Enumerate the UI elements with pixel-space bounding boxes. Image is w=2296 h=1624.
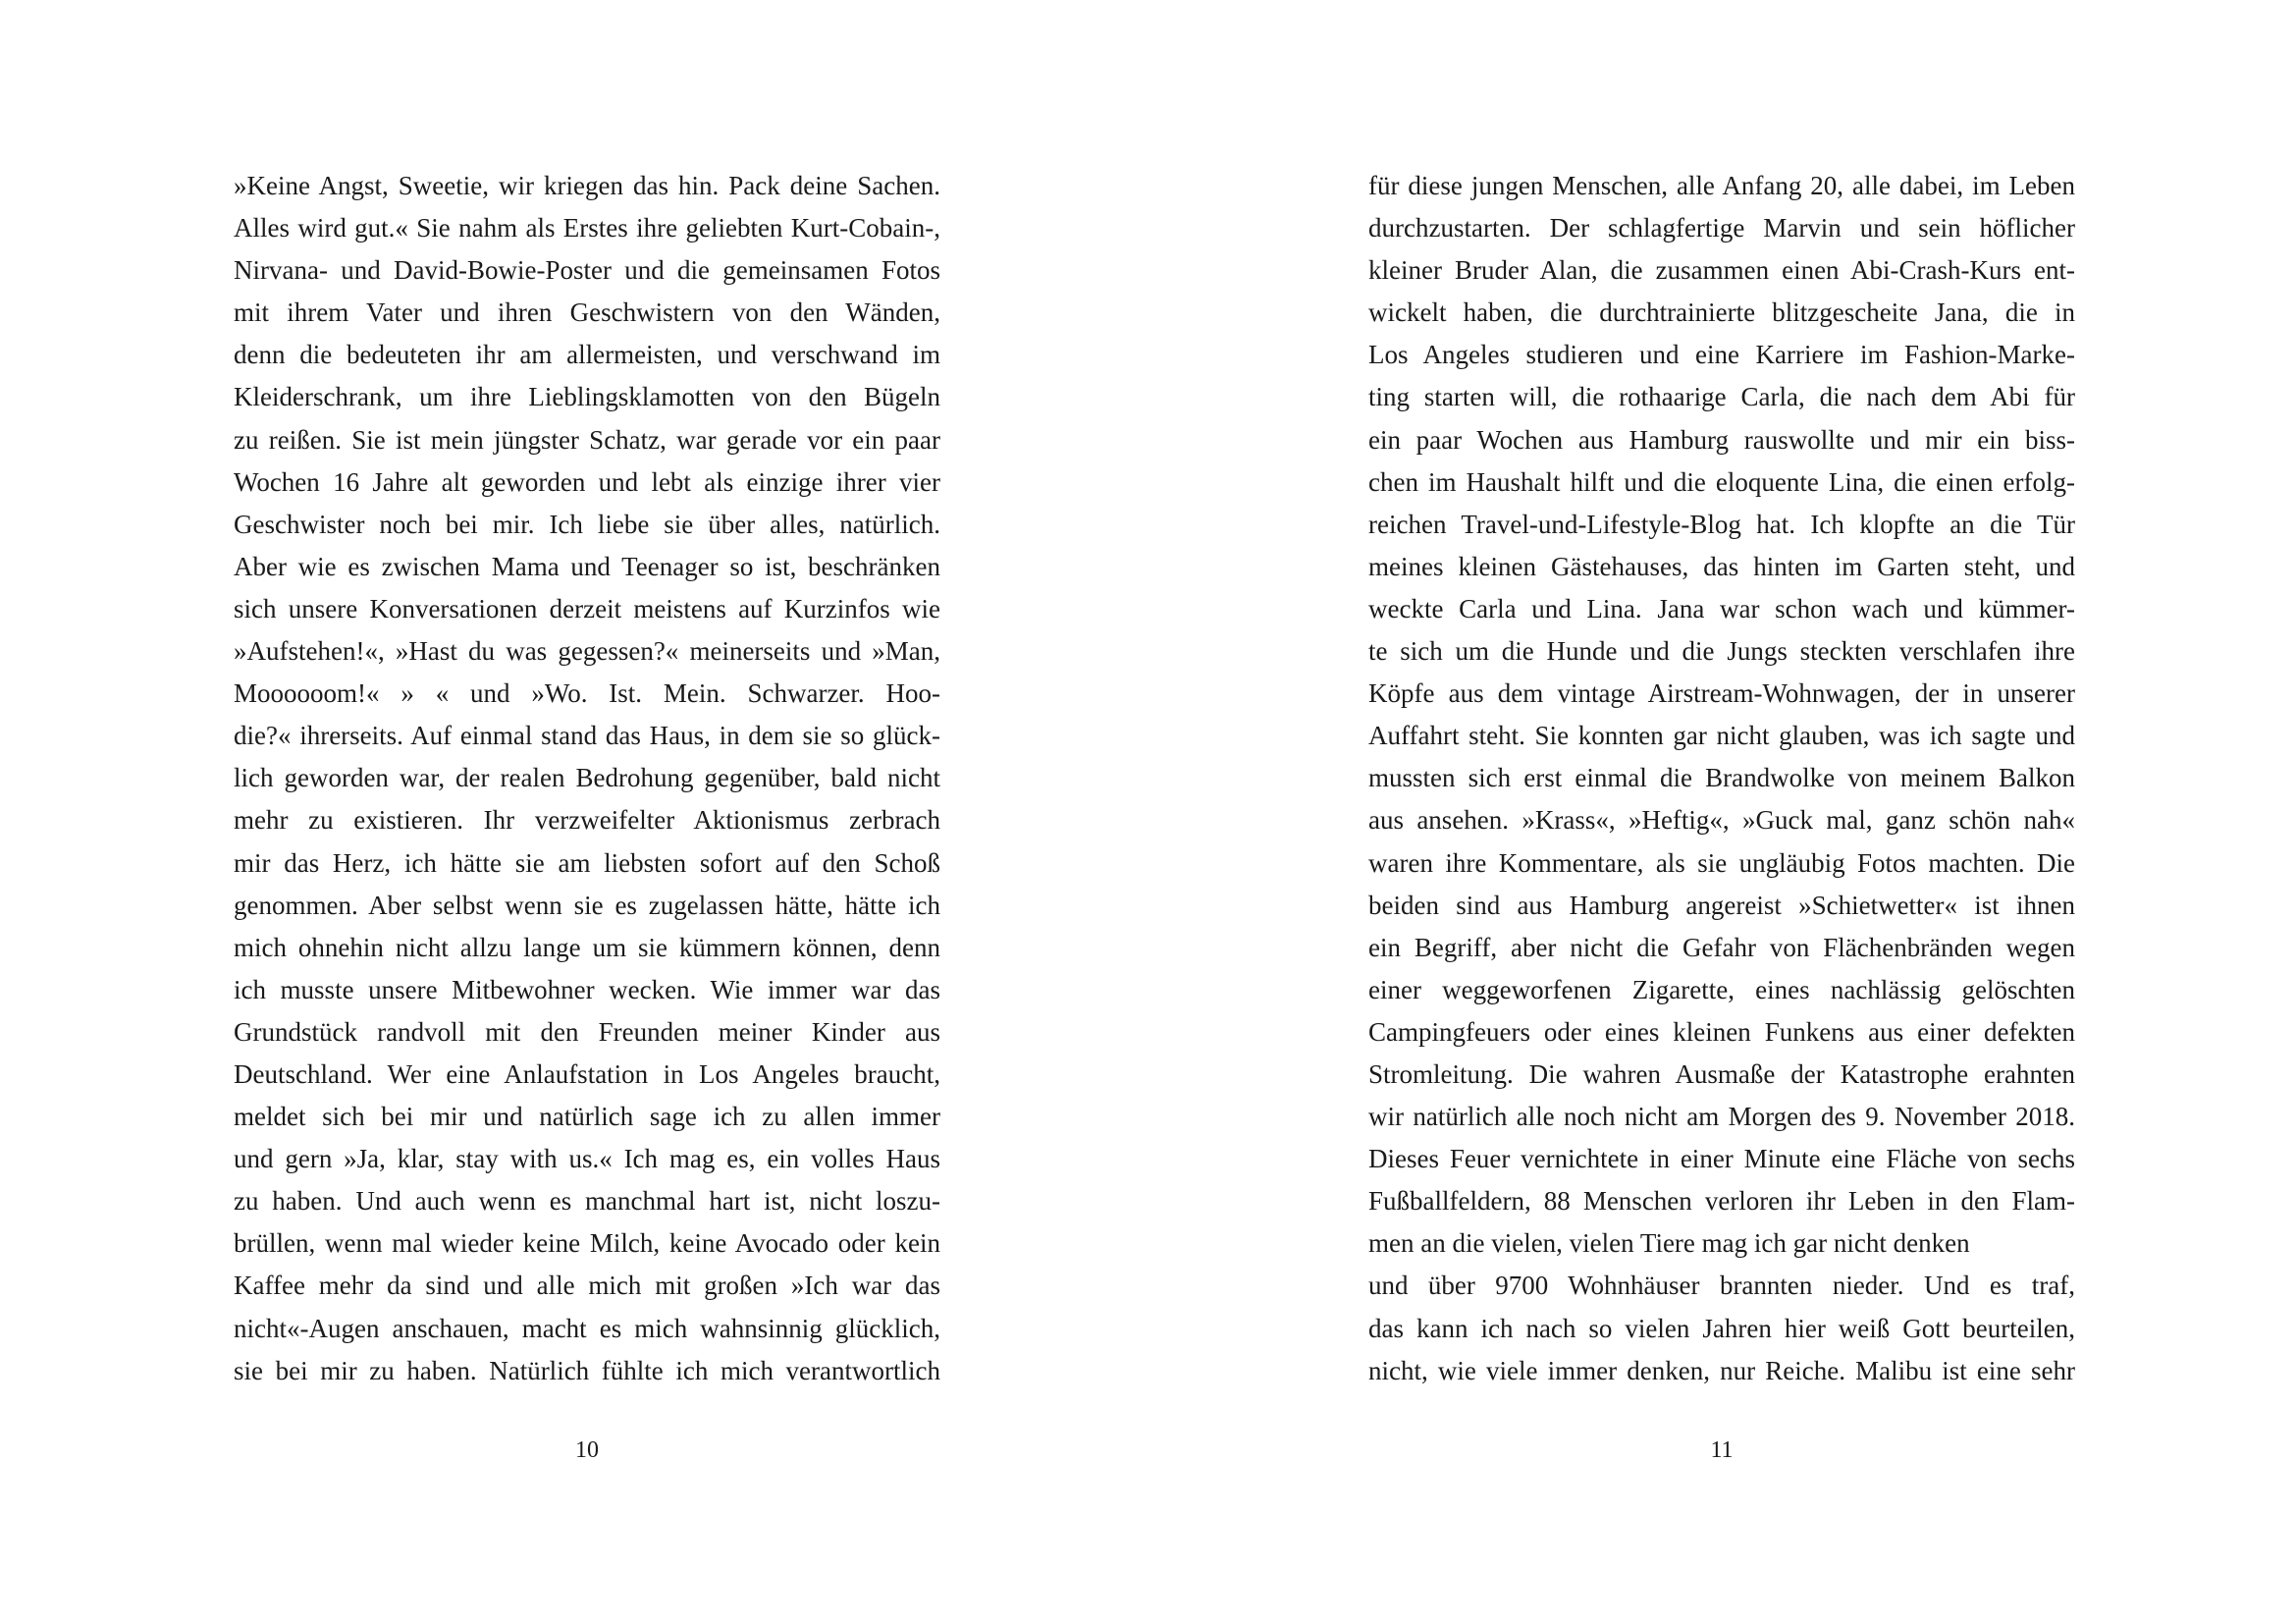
text-line: »Aufstehen!«, »Hast du was gegessen?« meinerseits und »Man, xyxy=(234,636,940,667)
text-line: Geschwister noch bei mir. Ich liebe sie über alles, natürlich. xyxy=(234,509,940,539)
text-line: mehr zu existieren. Ihr verzweifelter Aktionismus zerbrach xyxy=(234,805,940,836)
text-line: »Keine Angst, Sweetie, wir kriegen das hin. Pack deine Sachen. xyxy=(234,171,940,200)
text-line: wir natürlich alle noch nicht am Morgen des 9. November 2018. xyxy=(1368,1102,2075,1132)
text-line: genommen. Aber selbst wenn sie es zugelassen hätte, hätte ich xyxy=(234,890,940,920)
text-line: mussten sich erst einmal die Brandwolke von meinem Balkon xyxy=(1368,763,2075,793)
text-line: Dieses Feuer vernichtete in einer Minute eine Fläche von sechs xyxy=(1368,1144,2075,1174)
left-page-body-text xyxy=(234,165,940,1392)
text-line: Auffahrt steht. Sie konnten gar nicht glauben, was ich sagte und xyxy=(1368,721,2075,751)
page-number: 10 xyxy=(575,1437,599,1463)
text-line: Deutschland. Wer eine Anlaufstation in Los Angeles braucht, xyxy=(234,1058,940,1089)
text-line: einer weggeworfenen Zigarette, eines nachlässig gelöschten xyxy=(1368,974,2075,1004)
text-line: Grundstück randvoll mit den Freunden meiner Kinder aus xyxy=(234,1016,940,1047)
text-line: brüllen, wenn mal wieder keine Milch, keine Avocado oder kein xyxy=(234,1228,940,1259)
text-line: Moooooom!« » « und »Wo. Ist. Mein. Schwarzer. Hoo- xyxy=(234,678,940,709)
text-line: Wochen 16 Jahre alt geworden und lebt als einzige ihrer vier xyxy=(234,466,940,497)
text-line: Stromleitung. Die wahren Ausmaße der Katastrophe erahnten xyxy=(1368,1058,2075,1089)
text-line: und gern »Ja, klar, stay with us.« Ich mag es, ein volles Haus xyxy=(234,1144,940,1174)
text-line: für diese jungen Menschen, alle Anfang 20, alle dabei, im Leben xyxy=(1368,171,2075,200)
text-line: ting starten will, die rothaarige Carla, die nach dem Abi für xyxy=(1368,382,2075,412)
text-line: lich geworden war, der realen Bedrohung gegenüber, bald nicht xyxy=(234,763,940,793)
text-line: mir das Herz, ich hätte sie am liebsten sofort auf den Schoß xyxy=(234,847,940,878)
text-line: te sich um die Hunde und die Jungs steckten verschlafen ihre xyxy=(1368,636,2075,667)
text-line: reichen Travel-und-Lifestyle-Blog hat. Ich klopfte an die Tür xyxy=(1368,509,2075,539)
text-line: ein paar Wochen aus Hamburg rauswollte und mir ein biss- xyxy=(1368,424,2075,455)
text-line: meldet sich bei mir und natürlich sage ich zu allen immer xyxy=(234,1102,940,1132)
text-line: und über 9700 Wohnhäuser brannten nieder. Und es traf, xyxy=(1368,1271,2075,1301)
text-line: nicht, wie viele immer denken, nur Reiche. Malibu ist eine sehr xyxy=(1368,1355,2075,1385)
text-line: zu reißen. Sie ist mein jüngster Schatz, war gerade vor ein paar xyxy=(234,424,940,455)
text-line: zu haben. Und auch wenn es manchmal hart ist, nicht loszu- xyxy=(234,1186,940,1217)
text-line: das kann ich nach so vielen Jahren hier weiß Gott beurteilen, xyxy=(1368,1313,2075,1343)
text-line: kleiner Bruder Alan, die zusammen einen Abi-Crash-Kurs ent- xyxy=(1368,255,2075,286)
text-line: Fußballfeldern, 88 Menschen verloren ihr Leben in den Flam- xyxy=(1368,1186,2075,1217)
text-line: waren ihre Kommentare, als sie ungläubig Fotos machten. Die xyxy=(1368,847,2075,878)
text-line: sie bei mir zu haben. Natürlich fühlte ich mich verantwortlich xyxy=(234,1355,940,1385)
text-line: Aber wie es zwischen Mama und Teenager so ist, beschränken xyxy=(234,551,940,581)
text-line: Campingfeuers oder eines kleinen Funkens aus einer defekten xyxy=(1368,1016,2075,1047)
text-line: nicht«-Augen anschauen, macht es mich wahnsinnig glücklich, xyxy=(234,1313,940,1343)
text-line: ein Begriff, aber nicht die Gefahr von Flächenbränden wegen xyxy=(1368,932,2075,962)
text-line: ich musste unsere Mitbewohner wecken. Wie immer war das xyxy=(234,974,940,1004)
text-line: chen im Haushalt hilft und die eloquente Lina, die einen erfolg- xyxy=(1368,466,2075,497)
text-line: mit ihrem Vater und ihren Geschwistern von den Wänden, xyxy=(234,298,940,328)
text-line: wickelt haben, die durchtrainierte blitzgescheite Jana, die in xyxy=(1368,298,2075,328)
text-line: aus ansehen. »Krass«, »Heftig«, »Guck mal, ganz schön nah« xyxy=(1368,805,2075,836)
page-number: 11 xyxy=(1710,1437,1734,1463)
text-line: die?« ihrerseits. Auf einmal stand das Haus, in dem sie so glück- xyxy=(234,721,940,751)
text-line: mich ohnehin nicht allzu lange um sie kümmern können, denn xyxy=(234,932,940,962)
right-page-body-text xyxy=(1368,165,2075,1392)
text-line: Kleiderschrank, um ihre Lieblingsklamotten von den Bügeln xyxy=(234,382,940,412)
text-line: denn die bedeuteten ihr am allermeisten, und verschwand im xyxy=(234,340,940,370)
text-line: Köpfe aus dem vintage Airstream-Wohnwagen, der in unserer xyxy=(1368,678,2075,709)
text-line: men an die vielen, vielen Tiere mag ich gar nicht denken xyxy=(1368,1228,1970,1259)
text-line: durchzustarten. Der schlagfertige Marvin und sein höflicher xyxy=(1368,213,2075,244)
text-line: weckte Carla und Lina. Jana war schon wach und kümmer- xyxy=(1368,593,2075,623)
text-line: Los Angeles studieren und eine Karriere im Fashion-Marke- xyxy=(1368,340,2075,370)
text-line: Alles wird gut.« Sie nahm als Erstes ihre geliebten Kurt-Cobain-, xyxy=(234,213,940,244)
text-line: Nirvana- und David-Bowie-Poster und die gemeinsamen Fotos xyxy=(234,255,940,286)
text-line: beiden sind aus Hamburg angereist »Schietwetter« ist ihnen xyxy=(1368,890,2075,920)
right-page xyxy=(1148,0,2296,1624)
text-line: Kaffee mehr da sind und alle mich mit großen »Ich war das xyxy=(234,1271,940,1301)
text-line: sich unsere Konversationen derzeit meistens auf Kurzinfos wie xyxy=(234,593,940,623)
text-line: meines kleinen Gästehauses, das hinten im Garten steht, und xyxy=(1368,551,2075,581)
